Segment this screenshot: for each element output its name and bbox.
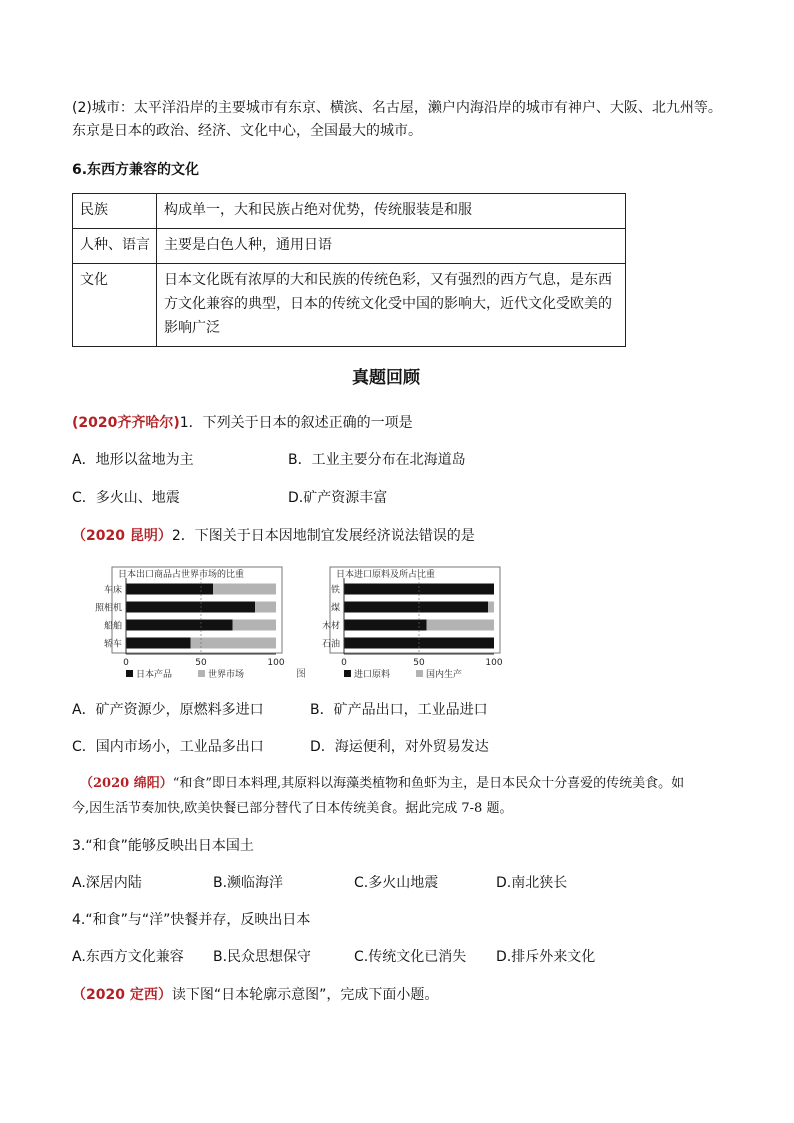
q3-option-c: C.多火山地震	[354, 875, 439, 891]
q4-option-b: B.民众思想保守	[213, 949, 312, 965]
legend-swatch	[126, 670, 133, 677]
category-label: 照相机	[94, 603, 122, 614]
q1-option-c: C．多火山、地震	[72, 490, 180, 506]
row-value-line: 日本文化既有浓厚的大和民族的传统色彩，又有强烈的西方气息，是东西	[164, 272, 612, 288]
bar-segment	[427, 620, 495, 631]
export-chart	[82, 566, 292, 680]
culture-table	[72, 193, 626, 347]
category-label: 煤	[330, 603, 340, 614]
category-label: 船舶	[103, 621, 122, 632]
row-value	[157, 264, 626, 347]
bar-segment	[126, 620, 233, 631]
q2-option-b: B．矿产品出口，工业品进口	[310, 702, 488, 718]
legend-label: 世界市场	[208, 670, 245, 680]
tick-label: 100	[267, 658, 285, 668]
q3-intro-text: “和食”即日本料理,其原料以海藻类植物和鱼虾为主，是日本民众十分喜爱的传统美食。如	[172, 776, 685, 791]
figure-label: 图	[296, 669, 306, 680]
row-key: 民族	[73, 194, 157, 229]
legend-swatch	[198, 670, 205, 677]
q3-option-a: A.深居内陆	[72, 875, 142, 891]
chart-title: 日本进口原料及所占比重	[336, 570, 436, 580]
q2-source: （2020 昆明）	[72, 528, 172, 544]
culture-heading: 6.东西方兼容的文化	[72, 162, 200, 178]
table-row	[73, 194, 626, 229]
q3-intro-line2: 今,因生活节奏加快,欧美快餐已部分替代了日本传统美食。据此完成 7-8 题。	[72, 801, 513, 816]
q1-source: (2020齐齐哈尔)	[72, 415, 180, 431]
q1-stem-line	[72, 413, 413, 433]
q5-stem: 读下图“日本轮廓示意图”，完成下面小题。	[171, 987, 439, 1003]
tick-label: 0	[123, 658, 129, 668]
category-label: 石油	[321, 639, 340, 650]
q3-option-d: D.南北狭长	[496, 875, 568, 891]
q1-option-a: A．地形以盆地为主	[72, 452, 194, 468]
tick-label: 0	[341, 658, 347, 668]
q5-source: （2020 定西）	[72, 987, 172, 1003]
category-label: 轿车	[103, 639, 122, 650]
category-label: 铁	[330, 585, 340, 596]
category-label: 车床	[103, 585, 122, 596]
row-value-line: 方文化兼容的典型，日本的传统文化受中国的影响大，近代文化受欧美的	[164, 296, 612, 312]
city-paragraph-line2: 东京是日本的政治、经济、文化中心，全国最大的城市。	[72, 123, 422, 139]
table-row	[73, 229, 626, 264]
bar-segment	[191, 638, 277, 649]
row-value-line: 构成单一，大和民族占绝对优势，传统服装是和服	[164, 202, 472, 218]
city-paragraph-line1: (2)城市：太平洋沿岸的主要城市有东京、横滨、名古屋，濑户内海沿岸的城市有神户、大阪、北九州等。	[72, 100, 722, 116]
tick-label: 50	[195, 658, 207, 668]
review-title: 真题回顾	[352, 368, 420, 388]
q4-option-d: D.排斥外来文化	[496, 949, 596, 965]
q3-option-b: B.濒临海洋	[213, 875, 284, 891]
q2-stem: 2．下图关于日本因地制宜发展经济说法错误的是	[171, 528, 475, 544]
q1-option-d: D.矿产资源丰富	[288, 490, 388, 506]
tick-label: 100	[485, 658, 503, 668]
q3-intro-line1	[80, 774, 684, 793]
q2-stem-line	[72, 526, 475, 546]
bar-segment	[233, 620, 277, 631]
q4-option-c: C.传统文化已消失	[354, 949, 467, 965]
q5-stem-line	[72, 985, 438, 1005]
q2-option-c: C．国内市场小，工业品多出口	[72, 739, 264, 755]
q4-stem: 4.“和食”与“洋”快餐并存，反映出日本	[72, 912, 311, 928]
category-label: 木材	[321, 621, 340, 632]
q3-source: （2020 绵阳）	[80, 776, 173, 791]
tick-label: 50	[413, 658, 425, 668]
row-value	[157, 229, 626, 264]
bar-segment	[126, 602, 255, 613]
q3-stem: 3.“和食”能够反映出日本国土	[72, 838, 254, 854]
bar-segment	[344, 602, 488, 613]
bar-segment	[344, 620, 427, 631]
legend-label: 日本产品	[136, 670, 173, 680]
bar-segment	[126, 638, 191, 649]
q4-option-a: A.东西方文化兼容	[72, 949, 184, 965]
row-value	[157, 194, 626, 229]
row-key: 人种、语言	[73, 229, 157, 264]
bar-segment	[213, 584, 276, 595]
q1-stem: 1．下列关于日本的叙述正确的一项是	[179, 415, 413, 431]
legend-label: 国内生产	[426, 670, 463, 680]
row-value-line: 影响广泛	[164, 320, 220, 336]
bar-segment	[344, 584, 494, 595]
chart-title: 日本出口商品占世界市场的比重	[118, 570, 245, 580]
table-row	[73, 264, 626, 347]
bar-segment	[488, 602, 494, 613]
q1-option-b: B．工业主要分布在北海道岛	[288, 452, 466, 468]
row-key: 文化	[73, 264, 157, 347]
q2-option-d: D．海运便利，对外贸易发达	[310, 739, 489, 755]
bar-segment	[126, 584, 213, 595]
row-value-line: 主要是白色人种，通用日语	[164, 237, 332, 253]
legend-swatch	[416, 670, 423, 677]
legend-label: 进口原料	[354, 670, 391, 680]
q2-option-a: A．矿产资源少，原燃料多进口	[72, 702, 264, 718]
import-chart	[300, 566, 510, 680]
legend-swatch	[344, 670, 351, 677]
bar-segment	[255, 602, 276, 613]
